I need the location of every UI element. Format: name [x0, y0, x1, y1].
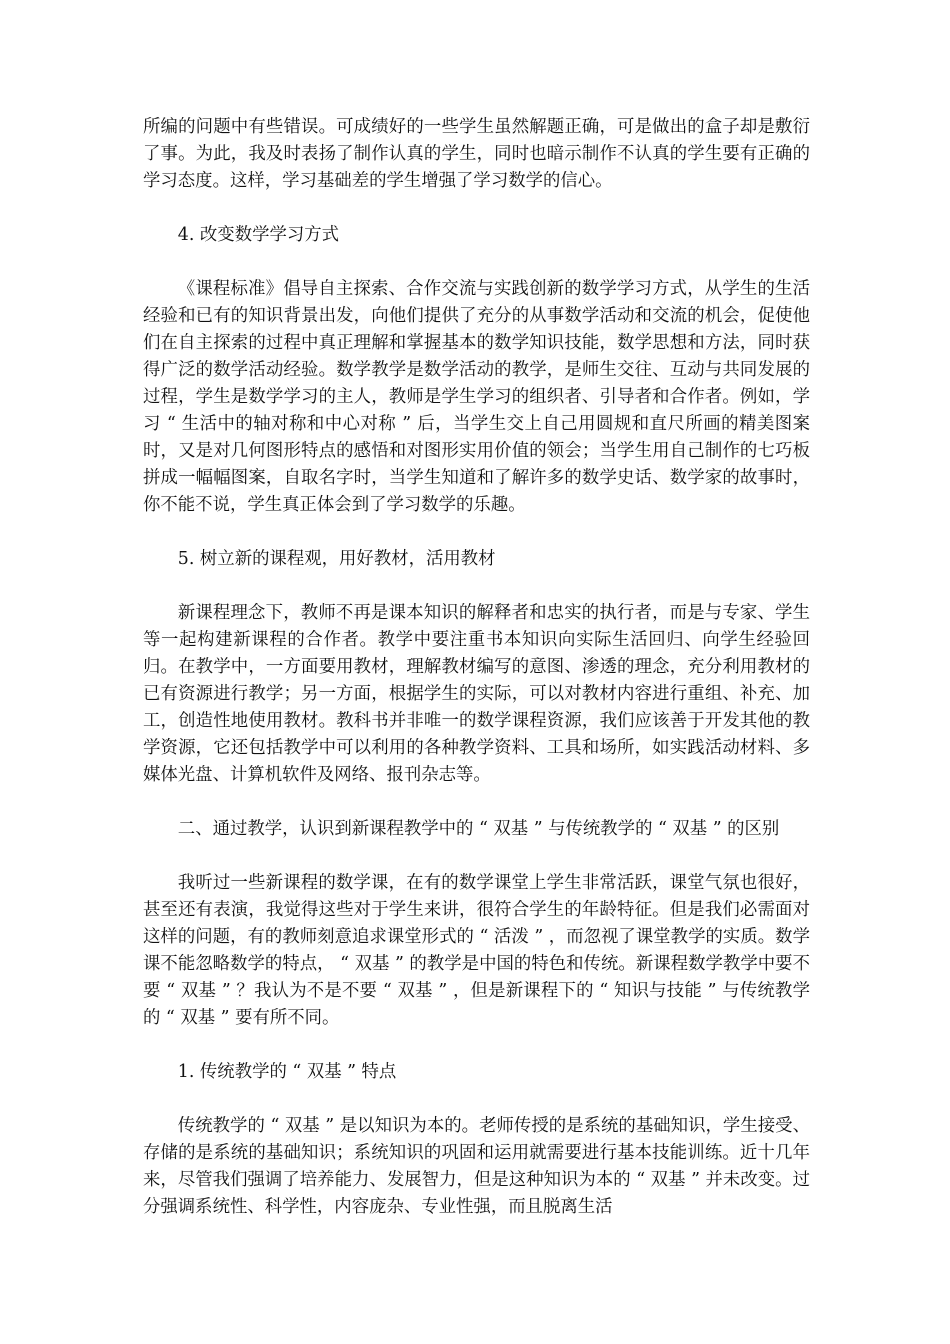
body-paragraph-1: 所编的问题中有些错误。可成绩好的一些学生虽然解题正确，可是做出的盒子却是敷衍了事。为此，我及时表扬了制作认真的学生，同时也暗示制作不认真的学生要有正确的学习态度。这样，学习基础差的学生增强了学习数学的信心。 — [143, 117, 810, 191]
body-paragraph-5: 传统教学的 “ 双基 ” 是以知识为本的。老师传授的是系统的基础知识，学生接受、存储的是系统的基础知识；系统知识的巩固和运用就需要进行基本技能训练。近十几年来，尽管我们强调了培养能力、发展智力，但是这种知识为本的 “ 双基 ” 并未改变。过分强调系统性、科学性，内容庞杂、专业性强，而且脱离生活 — [143, 1116, 810, 1217]
section-heading-4: 4. 改变数学学习方式 — [177, 225, 340, 245]
section-heading-1: 1. 传统教学的 “ 双基 ” 特点 — [177, 1062, 397, 1082]
section-heading-part-2: 二、通过教学，认识到新课程教学中的 “ 双基 ” 与传统教学的 “ 双基 ” 的区别 — [177, 819, 780, 839]
document-page — [143, 114, 810, 1221]
body-paragraph-4: 我听过一些新课程的数学课，在有的数学课堂上学生非常活跃，课堂气氛也很好，甚至还有表演，我觉得这些对于学生来讲，很符合学生的年龄特征。但是我们必需面对这样的问题，有的教师刻意追求课堂形式的 “ 活泼 ” ，而忽视了课堂教学的实质。数学课不能忽略数学的特点， “ 双基 ” 的教学是中国的特色和传统。新课程数学教学中要不要 “ 双基 ” ？我认为不是不要 “ 双基 ” ，但是新课程下的 “ 知识与技能 ” 与传统教学的 “ 双基 ” 要有所不同。 — [143, 873, 810, 1028]
section-heading-5: 5. 树立新的课程观，用好教材，活用教材 — [177, 549, 496, 569]
body-paragraph-2: 《课程标准》倡导自主探索、合作交流与实践创新的数学学习方式，从学生的生活经验和已有的知识背景出发，向他们提供了充分的从事数学活动和交流的机会，促使他们在自主探索的过程中真正理解和掌握基本的数学知识技能，数学思想和方法，同时获得广泛的数学活动经验。数学教学是数学活动的教学，是师生交往、互动与共同发展的过程，学生是数学学习的主人，教师是学生学习的组织者、引导者和合作者。例如，学习 “ 生活中的轴对称和中心对称 ” 后，当学生交上自己用圆规和直尺所画的精美图案时，又是对几何图形特点的感悟和对图形实用价值的领会；当学生用自己制作的七巧板拼成一幅幅图案，自取名字时，当学生知道和了解许多的数学史话、数学家的故事时，你不能不说，学生真正体会到了学习数学的乐趣。 — [143, 279, 810, 515]
body-paragraph-3: 新课程理念下，教师不再是课本知识的解释者和忠实的执行者，而是与专家、学生等一起构建新课程的合作者。教学中要注重书本知识向实际生活回归、向学生经验回归。在教学中，一方面要用教材，理解教材编写的意图、渗透的理念，充分利用教材的已有资源进行教学；另一方面，根据学生的实际，可以对教材内容进行重组、补充、加工，创造性地使用教材。教科书并非唯一的数学课程资源，我们应该善于开发其他的教学资源，它还包括教学中可以利用的各种教学资料、工具和场所，如实践活动材料、多媒体光盘、计算机软件及网络、报刊杂志等。 — [143, 603, 810, 785]
